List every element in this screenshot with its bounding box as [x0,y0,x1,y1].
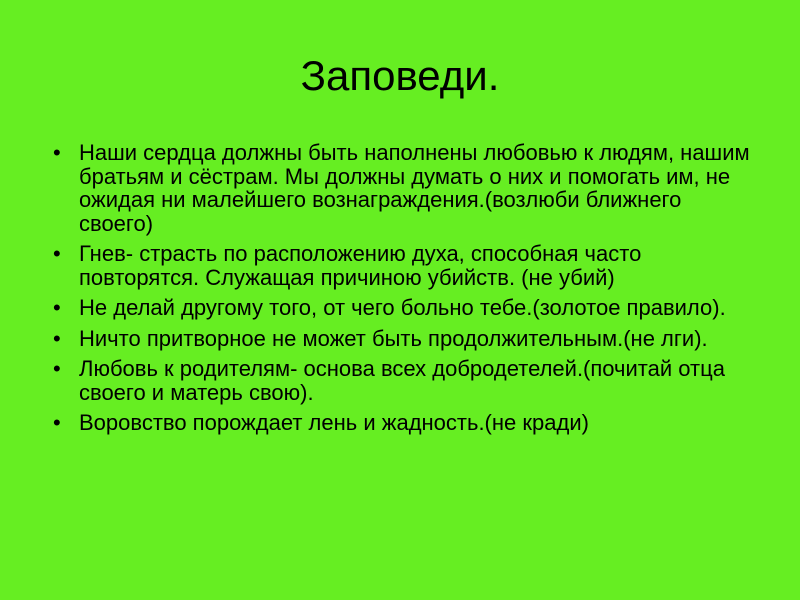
bullet-dot-icon: • [53,325,61,351]
bullet-item [53,327,753,351]
bullet-list [53,141,753,442]
slide-title: Заповеди. [300,52,500,99]
bullet-text: Ничто притворное не может быть продолжительным.(не лги). [79,325,708,351]
bullet-item [53,242,753,289]
bullet-text: Наши сердца должны быть наполнены любовью к людям, нашим братьям и сёстрам. Мы должны думать о них и помогать им, не ожидая ни малейшего вознаграждения.(возлюби ближнего своего) [79,140,750,236]
bullet-text: Любовь к родителям- основа всех добродетелей.(почитай отца своего и матерь свою). [79,356,725,405]
bullet-dot-icon: • [53,356,61,381]
bullet-item [53,141,753,235]
bullet-item [53,357,753,404]
bullet-item [53,411,753,435]
bullet-dot-icon: • [53,410,61,435]
bullet-dot-icon: • [53,241,61,266]
bullet-text: Гнев- страсть по расположению духа, способная часто повторятся. Служащая причиною убийств. (не убий) [79,241,642,290]
bullet-dot-icon: • [53,140,61,165]
bullet-dot-icon: • [53,295,61,320]
bullet-text: Воровство порождает лень и жадность.(не кради) [79,410,589,435]
bullet-text: Не делай другому того, от чего больно тебе.(золотое правило). [79,295,726,320]
bullet-item [53,296,753,320]
